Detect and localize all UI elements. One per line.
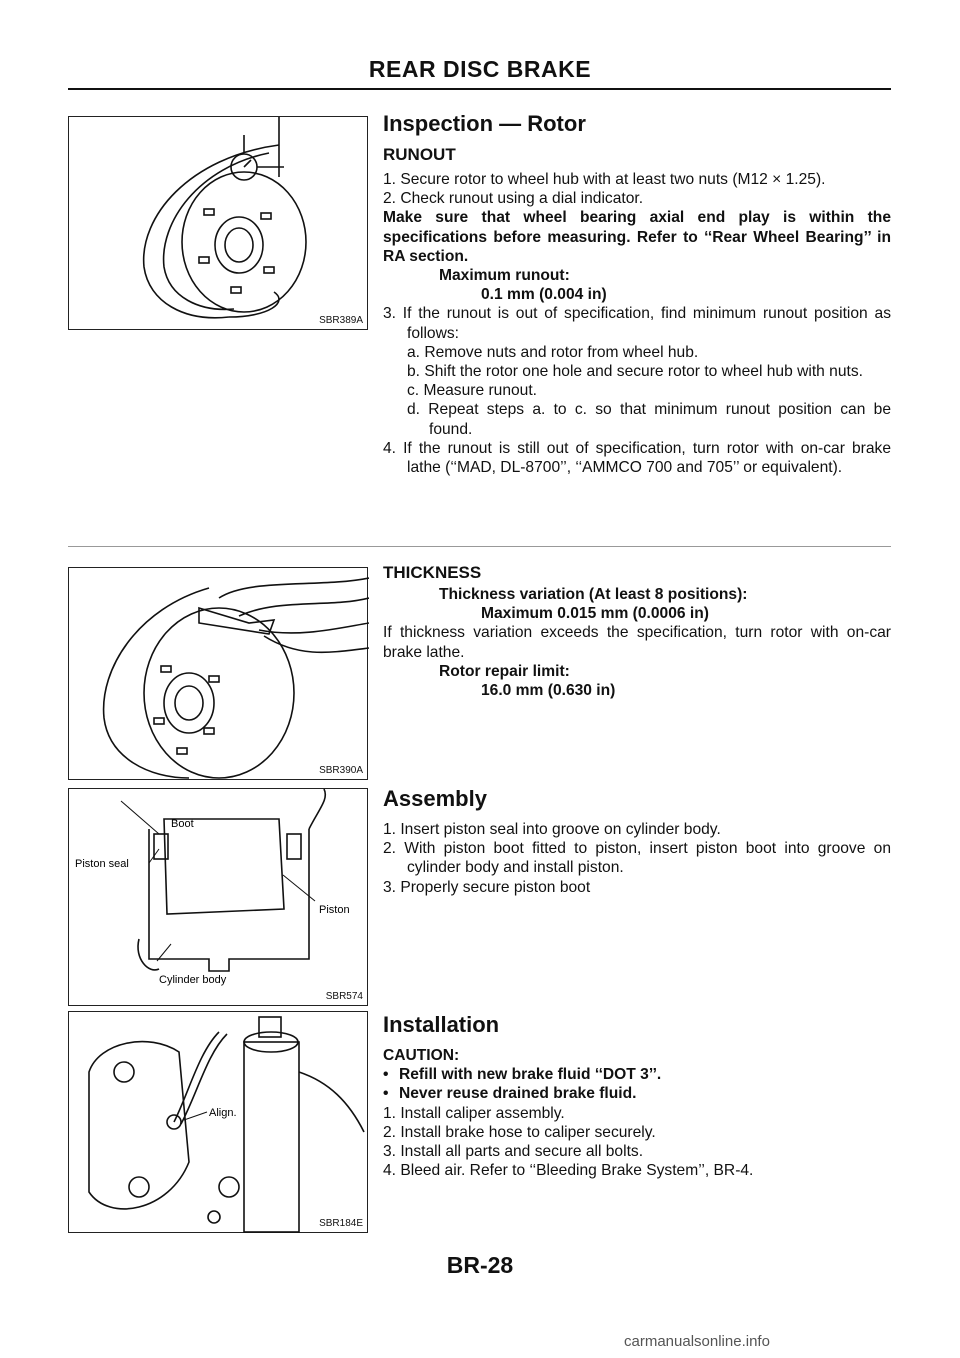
substep-text: a. Remove nuts and rotor from wheel hub. [407, 343, 699, 361]
bullet-symbol: • [383, 1085, 389, 1103]
caliper-cross-section-illustration [69, 789, 369, 1007]
page-number: BR-28 [446, 1252, 514, 1278]
figure-code: SBR389A [319, 315, 363, 326]
caution-text: Refill with new brake fluid ‘‘DOT 3’’. [399, 1066, 662, 1084]
caution-item [383, 1084, 891, 1103]
spec-label: Thickness variation (At least 8 positions): [439, 586, 748, 603]
label-piston: Piston [319, 904, 350, 916]
label-align: Align. [209, 1107, 237, 1119]
page-header: REAR DISC BRAKE [368, 56, 592, 82]
step-text: 2. With piston boot fitted to piston, insert piston boot into groove on cylinder body and install piston. [383, 840, 891, 877]
step-text: 2. Install brake hose to caliper securely. [383, 1123, 656, 1141]
section-divider [68, 546, 891, 547]
step-text: 4. Bleed air. Refer to ‘‘Bleeding Brake System’’, BR-4. [383, 1162, 754, 1180]
step-text: 1. Insert piston seal into groove on cylinder body. [383, 821, 721, 838]
spec-label: Rotor repair limit: [439, 662, 570, 680]
section-title: Assembly [383, 786, 487, 811]
caution-label: CAUTION: [383, 1047, 460, 1064]
label-boot: Boot [171, 818, 194, 830]
micrometer-thickness-illustration [69, 568, 369, 781]
label-piston-seal: Piston seal [75, 858, 129, 870]
rotor-dial-indicator-illustration [69, 117, 369, 331]
step-text: 1. Install caliper assembly. [383, 1104, 565, 1122]
substep-text: b. Shift the rotor one hole and secure rotor to wheel hub with nuts. [407, 363, 863, 381]
figure-code: SBR574 [325, 991, 363, 1002]
assembly-section [383, 786, 891, 897]
step-text: 2. Check runout using a dial indicator. [383, 190, 644, 208]
figure-thickness [68, 567, 368, 780]
spec-value: 0.1 mm (0.004 in) [481, 286, 607, 304]
installation-section [383, 1012, 891, 1180]
step-text: 3. Properly secure piston boot [383, 878, 591, 896]
thickness-section [383, 563, 891, 700]
inspection-section [383, 111, 891, 477]
section-title: Inspection — Rotor [383, 111, 586, 136]
spec-value: 16.0 mm (0.630 in) [481, 682, 616, 700]
figure-rotor-runout [68, 116, 368, 330]
figure-assembly [68, 788, 368, 1006]
step-text: 1. Secure rotor to wheel hub with at least two nuts (M12 × 1.25). [383, 171, 826, 188]
step-text: 3. If the runout is out of specification, find minimum runout position as follows: [383, 305, 891, 342]
section-title: Installation [383, 1012, 500, 1037]
spec-value: Maximum 0.015 mm (0.0006 in) [481, 605, 709, 623]
figure-code: SBR184E [319, 1218, 363, 1229]
note-text: Make sure that wheel bearing axial end play is within the specifications before measuring. Refer to ‘‘Rear Wheel Bearing’’ in RA section. [383, 209, 891, 265]
spec-label: Maximum runout: [439, 267, 570, 285]
subsection-title: RUNOUT [383, 145, 456, 164]
caution-text: Never reuse drained brake fluid. [399, 1085, 637, 1103]
substep-text: d. Repeat steps a. to c. so that minimum runout position can be found. [407, 401, 891, 438]
label-cylinder-body: Cylinder body [159, 974, 227, 986]
figure-code: SBR390A [319, 765, 363, 776]
header-rule [68, 88, 891, 90]
caliper-installation-illustration [69, 1012, 369, 1234]
figure-installation [68, 1011, 368, 1233]
step-text: 4. If the runout is still out of specification, turn rotor with on-car brake lathe (‘‘MAD, DL-8700’’, ‘‘AMMCO 700 and 705’’ or equivalent). [383, 439, 891, 477]
substep-text: c. Measure runout. [407, 382, 538, 400]
watermark: carmanualsonline.info [624, 1333, 770, 1350]
step-text: 3. Install all parts and secure all bolts. [383, 1143, 644, 1161]
subsection-title: THICKNESS [383, 563, 482, 582]
bullet-symbol: • [383, 1066, 389, 1084]
body-text: If thickness variation exceeds the specification, turn rotor with on-car brake lathe. [383, 624, 891, 661]
caution-item [383, 1065, 891, 1084]
